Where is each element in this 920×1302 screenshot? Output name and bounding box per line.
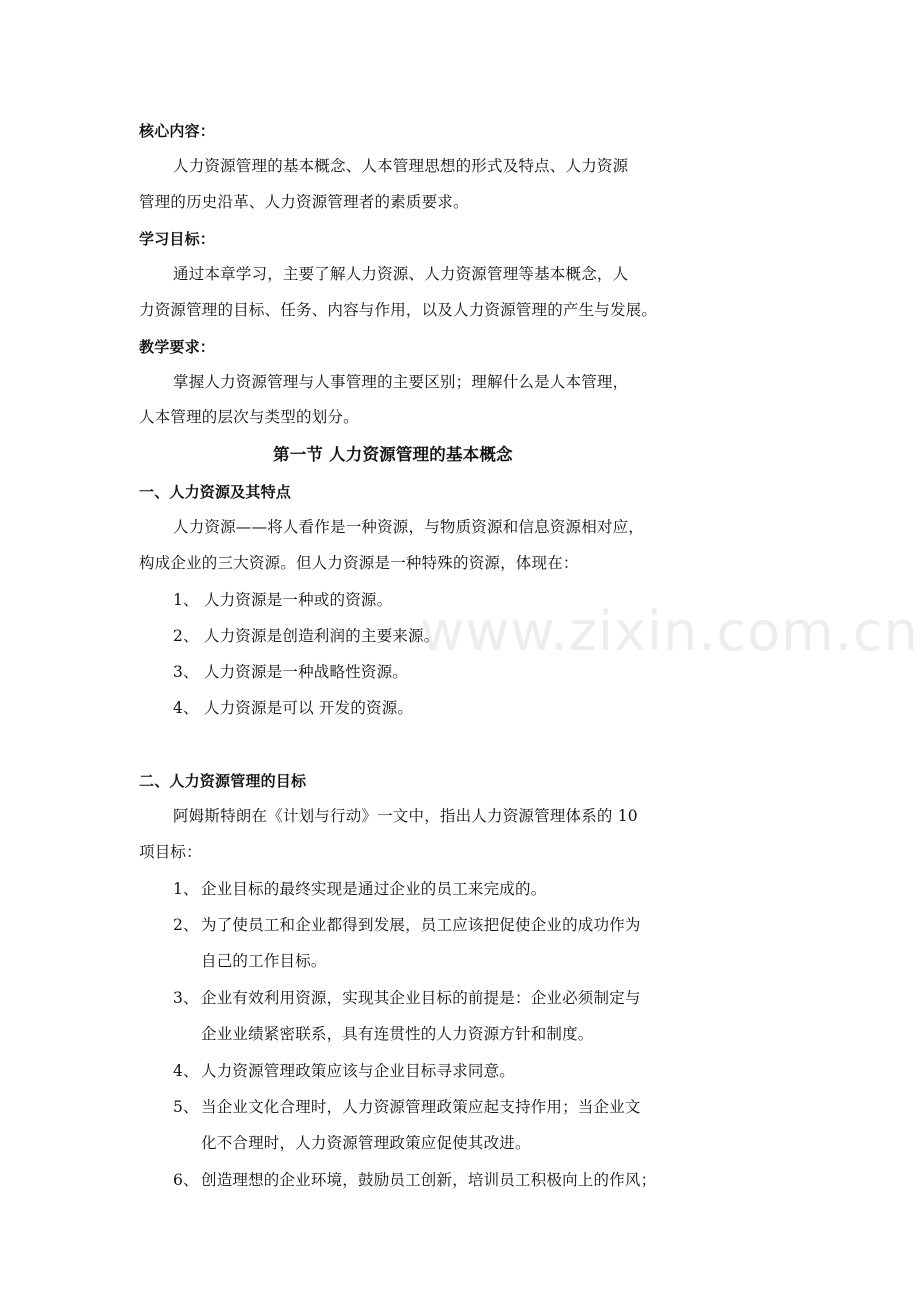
list-item-number: 3、 (173, 989, 199, 1007)
core-content-heading: 核心内容： (139, 122, 216, 140)
learning-objectives-heading: 学习目标： (139, 230, 216, 248)
list-item: 4、 人力资源是可以 开发的资源。 (173, 699, 414, 717)
watermark: www.zixin.com.cn (420, 600, 919, 663)
list-item-number: 4、 (173, 1062, 199, 1080)
subsection-1-line-2: 构成企业的三大资源。但人力资源是一种特殊的资源，体现在： (139, 554, 579, 572)
list-item-continuation: 企业业绩紧密联系，具有连贯性的人力资源方针和制度。 (201, 1025, 594, 1043)
list-item: 1、 人力资源是一种或的资源。 (173, 591, 393, 609)
section-title: 第一节 人力资源管理的基本概念 (273, 445, 513, 464)
list-item: 3、 人力资源是一种战略性资源。 (173, 663, 408, 681)
list-item: 企业目标的最终实现是通过企业的员工来完成的。 (201, 880, 547, 898)
core-content-line-1: 人力资源管理的基本概念、人本管理思想的形式及特点、人力资源 (173, 157, 629, 175)
subsection-1-line-1: 人力资源——将人看作是一种资源，与物质资源和信息资源相对应， (173, 518, 645, 536)
subsection-2-heading: 二、人力资源管理的目标 (139, 772, 307, 790)
list-item-continuation: 自己的工作目标。 (201, 952, 327, 970)
subsection-1-heading: 一、人力资源及其特点 (139, 483, 292, 501)
list-item-number: 1、 (173, 880, 199, 898)
teaching-requirements-heading: 教学要求： (139, 338, 216, 356)
list-item: 当企业文化合理时，人力资源管理政策应起支持作用；当企业文 (201, 1098, 641, 1116)
learning-objectives-line-2: 力资源管理的目标、任务、内容与作用，以及人力资源管理的产生与发展。 (139, 301, 658, 319)
learning-objectives-line-1: 通过本章学习，主要了解人力资源、人力资源管理等基本概念，人 (173, 265, 629, 283)
list-item: 企业有效利用资源，实现其企业目标的前提是：企业必须制定与 (201, 989, 641, 1007)
list-item: 创造理想的企业环境，鼓励员工创新，培训员工积极向上的作风； (201, 1171, 657, 1189)
teaching-requirements-line-2: 人本管理的层次与类型的划分。 (139, 408, 359, 426)
list-item-number: 6、 (173, 1171, 199, 1189)
subsection-2-line-2: 项目标： (139, 843, 202, 861)
list-item-number: 5、 (173, 1098, 199, 1116)
teaching-requirements-line-1: 掌握人力资源管理与人事管理的主要区别；理解什么是人本管理， (173, 373, 629, 391)
list-item: 为了使员工和企业都得到发展，员工应该把促使企业的成功作为 (201, 916, 641, 934)
subsection-2-line-1: 阿姆斯特朗在《计划与行动》一文中，指出人力资源管理体系的 10 (173, 807, 638, 825)
list-item: 2、 人力资源是创造利润的主要来源。 (173, 627, 440, 645)
list-item: 人力资源管理政策应该与企业目标寻求同意。 (201, 1062, 516, 1080)
list-item-number: 2、 (173, 916, 199, 934)
core-content-line-2: 管理的历史沿革、人力资源管理者的素质要求。 (139, 193, 469, 211)
list-item-continuation: 化不合理时，人力资源管理政策应促使其改进。 (201, 1134, 531, 1152)
